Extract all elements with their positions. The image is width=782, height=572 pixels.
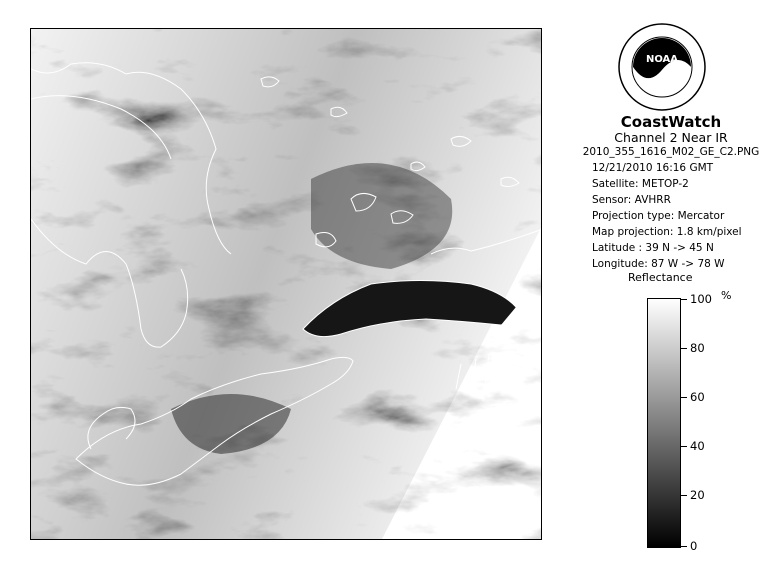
legend-tick: [681, 397, 687, 398]
legend-tick-label: 40: [690, 439, 705, 453]
legend-tick-label: 80: [690, 341, 705, 355]
datetime-label: 12/21/2010 16:16 GMT: [592, 162, 714, 174]
legend-tick: [681, 446, 687, 447]
satellite-image: [31, 29, 542, 540]
legend-tick: [681, 299, 687, 300]
noaa-logo-icon: [617, 22, 707, 112]
latitude-label: Latitude : 39 N -> 45 N: [592, 242, 714, 254]
legend-tick-label: 20: [690, 488, 705, 502]
channel-label: Channel 2 Near IR: [614, 130, 728, 145]
legend-unit: %: [721, 289, 732, 302]
sensor-label: Sensor: AVHRR: [592, 194, 671, 206]
app-title: CoastWatch: [620, 113, 722, 131]
legend-tick-label: 100: [690, 292, 712, 306]
projection-type-label: Projection type: Mercator: [592, 210, 725, 222]
legend-tick-label: 60: [690, 390, 705, 404]
map-projection-label: Map projection: 1.8 km/pixel: [592, 226, 742, 238]
legend-tick: [681, 546, 687, 547]
svg-text:NOAA: NOAA: [645, 54, 679, 65]
reflectance-colorbar: [647, 298, 681, 548]
longitude-label: Longitude: 87 W -> 78 W: [592, 258, 725, 270]
legend-title: Reflectance: [628, 271, 693, 284]
satellite-map: [30, 28, 542, 540]
legend-tick: [681, 495, 687, 496]
legend-tick: [681, 348, 687, 349]
noaa-logo: [617, 22, 707, 112]
satellite-label: Satellite: METOP-2: [592, 178, 689, 190]
legend-tick-label: 0: [690, 539, 698, 553]
filename-label: 2010_355_1616_M02_GE_C2.PNG: [582, 146, 760, 158]
